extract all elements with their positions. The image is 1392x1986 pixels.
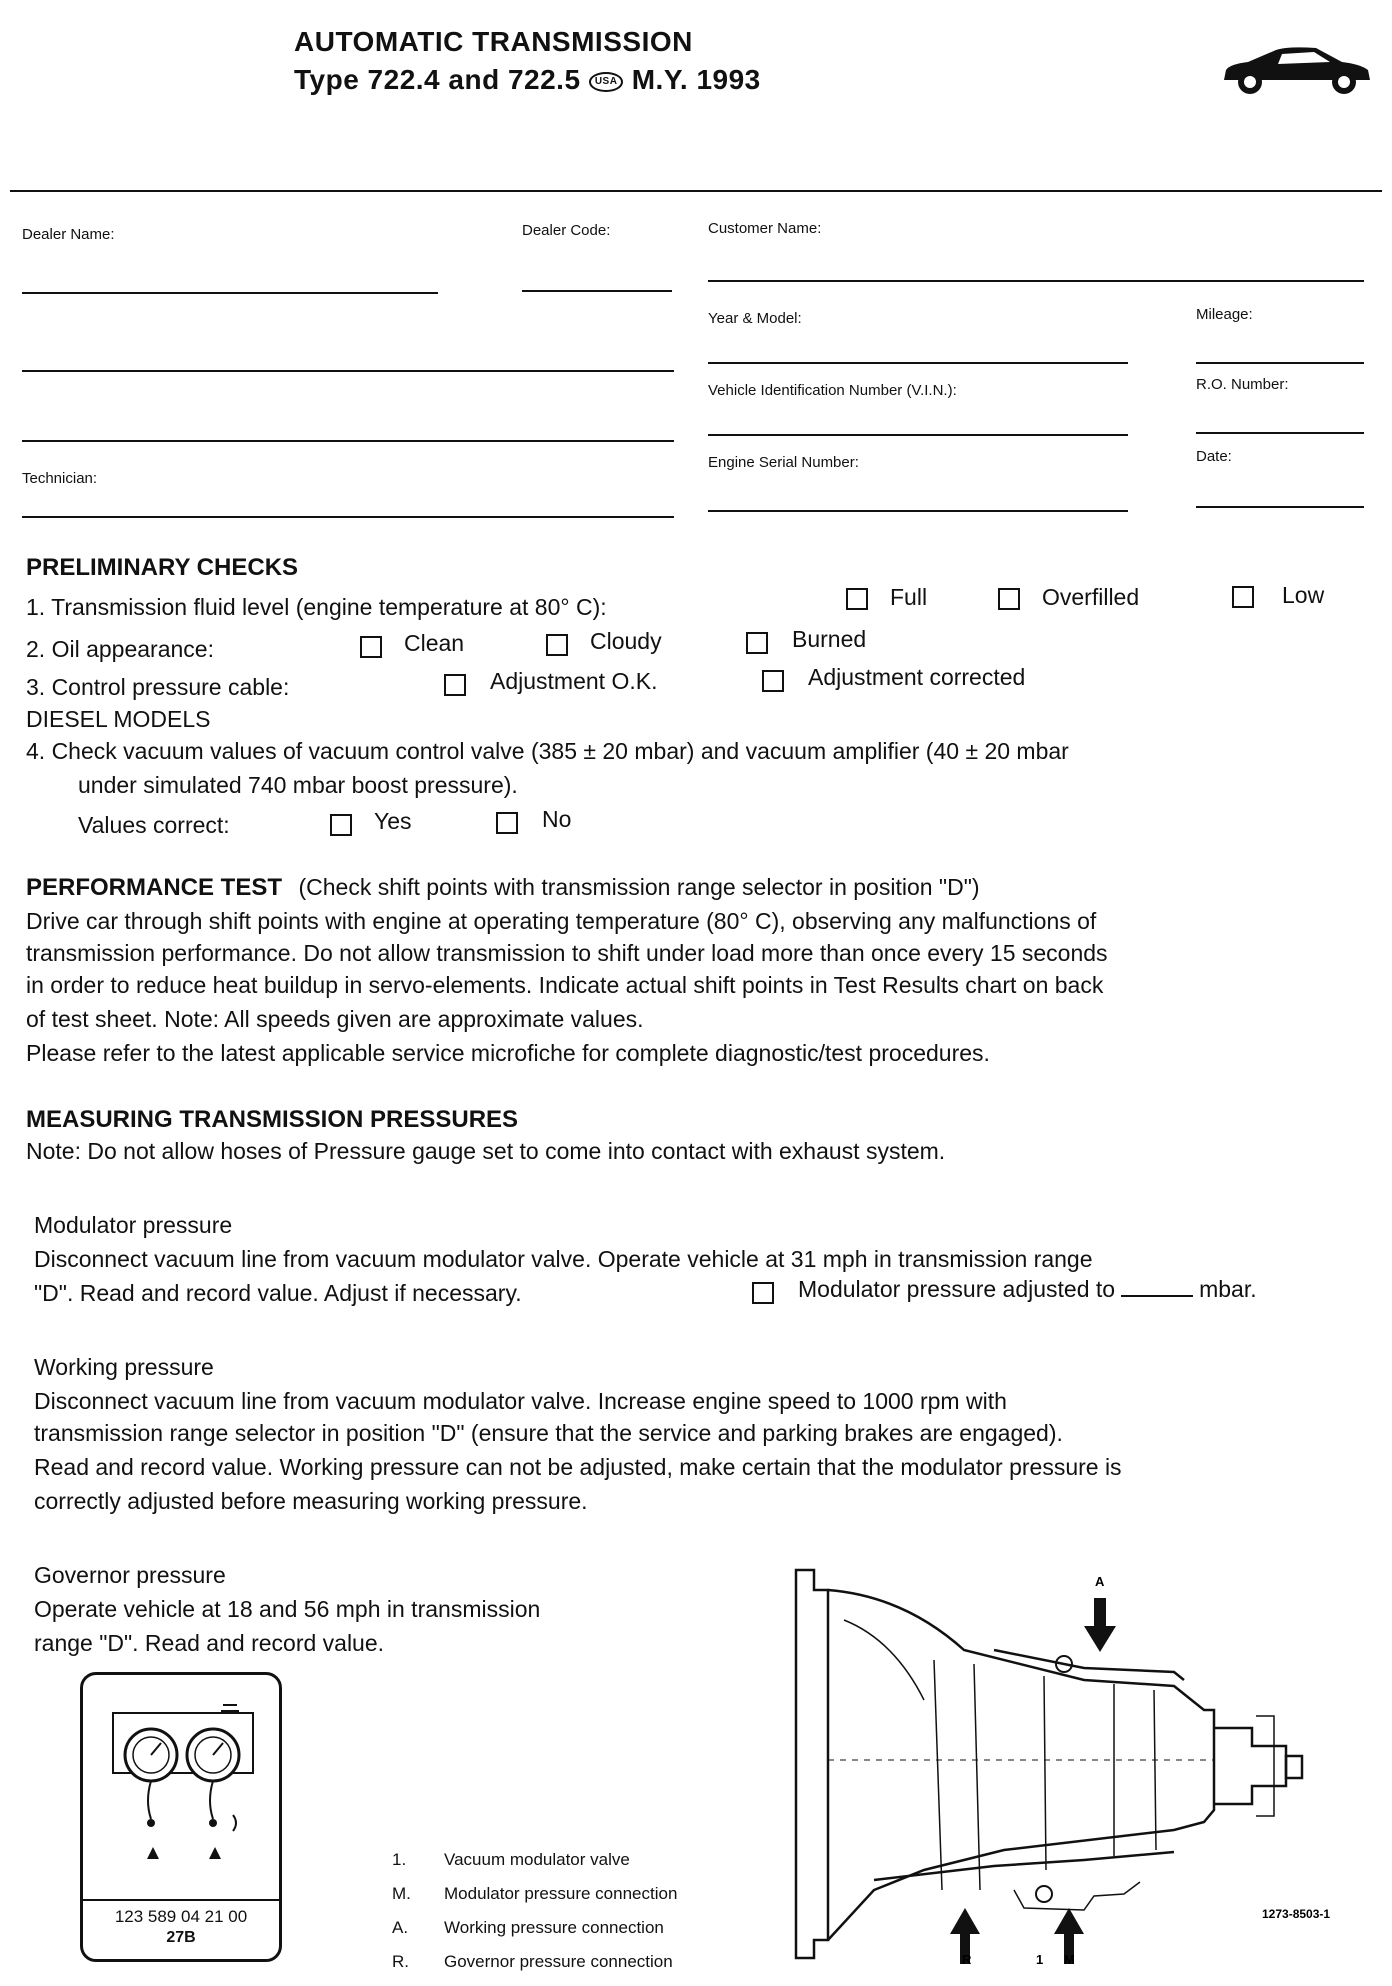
mileage-label: Mileage: — [1196, 306, 1253, 323]
governor-title: Governor pressure — [34, 1562, 226, 1588]
measuring-note: Note: Do not allow hoses of Pressure gauge set to come into contact with exhaust system. — [26, 1138, 946, 1164]
governor-line-1: Operate vehicle at 18 and 56 mph in transmission — [34, 1596, 541, 1622]
performance-line-2: transmission performance. Do not allow transmission to shift under load more than once every 15 seconds — [26, 940, 1108, 966]
vin-field[interactable] — [708, 434, 1128, 436]
legend-text: Vacuum modulator valve — [444, 1850, 630, 1869]
values-yes-checkbox[interactable] — [330, 814, 352, 836]
diagram-label-1: 1 — [1036, 1952, 1044, 1967]
customer-name-label: Customer Name: — [708, 220, 822, 237]
mileage-field[interactable] — [1196, 362, 1364, 364]
dealer-code-label: Dealer Code: — [522, 222, 611, 239]
performance-line-5: Please refer to the latest applicable service microfiche for complete diagnostic/test procedures. — [26, 1040, 990, 1066]
oil-cloudy-label: Cloudy — [590, 628, 662, 654]
gauge-part-number: 123 589 04 21 00 — [114, 1907, 248, 1926]
working-title: Working pressure — [34, 1354, 214, 1380]
performance-line-1: Drive car through shift points with engine at operating temperature (80° C), observing any malfunctions of — [26, 908, 1097, 934]
oil-cloudy-checkbox[interactable] — [546, 634, 568, 656]
diesel-models-heading: DIESEL MODELS — [26, 706, 211, 732]
modulator-title: Modulator pressure — [34, 1212, 233, 1238]
gauge-code: 27B — [166, 1929, 196, 1946]
year-model-field[interactable] — [708, 362, 1128, 364]
vacuum-check-line2: under simulated 740 mbar boost pressure). — [78, 772, 518, 798]
legend-text: Working pressure connection — [444, 1918, 664, 1937]
diagram-label-a: A — [1095, 1574, 1105, 1589]
usa-badge: USA — [589, 72, 624, 92]
fluid-full-label: Full — [890, 584, 928, 610]
measuring-heading: MEASURING TRANSMISSION PRESSURES — [26, 1106, 519, 1133]
performance-line-4: of test sheet. Note: All speeds given are approximate values. — [26, 1006, 644, 1032]
subtitle-type: Type 722.4 and 722.5 — [294, 64, 581, 95]
working-line-3: Read and record value. Working pressure can not be adjusted, make certain that the modulator pressure is — [34, 1454, 1122, 1480]
legend-key: R. — [392, 1952, 409, 1971]
fluid-full-checkbox[interactable] — [846, 588, 868, 610]
technician-label: Technician: — [22, 470, 98, 487]
gauge-divider — [83, 1899, 279, 1901]
values-no-checkbox[interactable] — [496, 812, 518, 834]
values-correct-label: Values correct: — [78, 812, 230, 838]
values-yes-label: Yes — [374, 808, 412, 834]
fluid-level-label: 1. Transmission fluid level (engine temperature at 80° C): — [26, 594, 607, 620]
working-line-2: transmission range selector in position "D" (ensure that the service and parking brakes are engaged). — [34, 1420, 1063, 1446]
diagram-ref: 1273-8503-1 — [1262, 1907, 1331, 1921]
modulator-adjusted-row — [798, 1276, 1257, 1303]
diagram-label-m: M — [1064, 1952, 1075, 1967]
legend-key: 1. — [392, 1850, 407, 1869]
car-side-icon — [1218, 40, 1374, 96]
diagram-label-r: R — [962, 1952, 972, 1967]
transmission-diagram — [784, 1560, 1384, 1968]
vacuum-check-line1: 4. Check vacuum values of vacuum control valve (385 ± 20 mbar) and vacuum amplifier (40 ± 20 mbar — [26, 738, 1069, 764]
subtitle-year: M.Y. 1993 — [631, 64, 761, 95]
oil-burned-label: Burned — [792, 626, 867, 652]
modulator-adjusted-checkbox[interactable] — [752, 1282, 774, 1304]
performance-heading-note: (Check shift points with transmission range selector in position "D") — [298, 874, 980, 900]
fluid-low-checkbox[interactable] — [1232, 586, 1254, 608]
engine-serial-label: Engine Serial Number: — [708, 454, 859, 471]
ro-number-label: R.O. Number: — [1196, 376, 1289, 393]
legend-key: A. — [392, 1918, 409, 1937]
ro-number-field[interactable] — [1196, 432, 1364, 434]
oil-clean-label: Clean — [404, 630, 465, 656]
pressure-gauge-icon — [91, 1683, 271, 1883]
header-rule — [10, 190, 1382, 192]
modulator-unit: mbar. — [1199, 1276, 1257, 1302]
engine-serial-field[interactable] — [708, 510, 1128, 512]
governor-line-2: range "D". Read and record value. — [34, 1630, 385, 1656]
vin-label: Vehicle Identification Number (V.I.N.): — [708, 382, 957, 399]
cable-ok-label: Adjustment O.K. — [490, 668, 658, 694]
date-label: Date: — [1196, 448, 1232, 465]
performance-line-3: in order to reduce heat buildup in servo-elements. Indicate actual shift points in Test Results chart on back — [26, 972, 1104, 998]
date-field[interactable] — [1196, 506, 1364, 508]
page-title: AUTOMATIC TRANSMISSION — [294, 26, 693, 57]
values-no-label: No — [542, 806, 572, 832]
modulator-adjusted-label: Modulator pressure adjusted to — [798, 1276, 1116, 1302]
cable-ok-checkbox[interactable] — [444, 674, 466, 696]
oil-clean-checkbox[interactable] — [360, 636, 382, 658]
gauge-tool-panel — [80, 1672, 282, 1962]
preliminary-heading: PRELIMINARY CHECKS — [26, 554, 299, 581]
legend-key: M. — [392, 1884, 411, 1903]
fluid-low-label: Low — [1282, 582, 1325, 608]
dealer-address-field-2[interactable] — [22, 440, 674, 442]
page-subtitle — [294, 64, 761, 96]
technician-field[interactable] — [22, 516, 674, 518]
dealer-code-field[interactable] — [522, 290, 672, 292]
cable-corrected-checkbox[interactable] — [762, 670, 784, 692]
oil-burned-checkbox[interactable] — [746, 632, 768, 654]
legend-text: Governor pressure connection — [444, 1952, 673, 1971]
legend-text: Modulator pressure connection — [444, 1884, 678, 1903]
modulator-line-1: Disconnect vacuum line from vacuum modulator valve. Operate vehicle at 31 mph in transmission range — [34, 1246, 1093, 1272]
dealer-name-label: Dealer Name: — [22, 226, 115, 243]
working-line-4: correctly adjusted before measuring working pressure. — [34, 1488, 588, 1514]
performance-heading: PERFORMANCE TEST — [26, 874, 283, 901]
performance-heading-row — [26, 874, 980, 902]
fluid-overfilled-checkbox[interactable] — [998, 588, 1020, 610]
modulator-value-field[interactable] — [1121, 1295, 1193, 1297]
working-line-1: Disconnect vacuum line from vacuum modulator valve. Increase engine speed to 1000 rpm with — [34, 1388, 1007, 1414]
control-cable-label: 3. Control pressure cable: — [26, 674, 290, 700]
dealer-address-field[interactable] — [22, 370, 674, 372]
fluid-overfilled-label: Overfilled — [1042, 584, 1140, 610]
customer-name-field[interactable] — [708, 280, 1364, 282]
cable-corrected-label: Adjustment corrected — [808, 664, 1026, 690]
modulator-line-2: "D". Read and record value. Adjust if necessary. — [34, 1280, 522, 1306]
oil-appearance-label: 2. Oil appearance: — [26, 636, 214, 662]
year-model-label: Year & Model: — [708, 310, 802, 327]
dealer-name-field[interactable] — [22, 292, 438, 294]
